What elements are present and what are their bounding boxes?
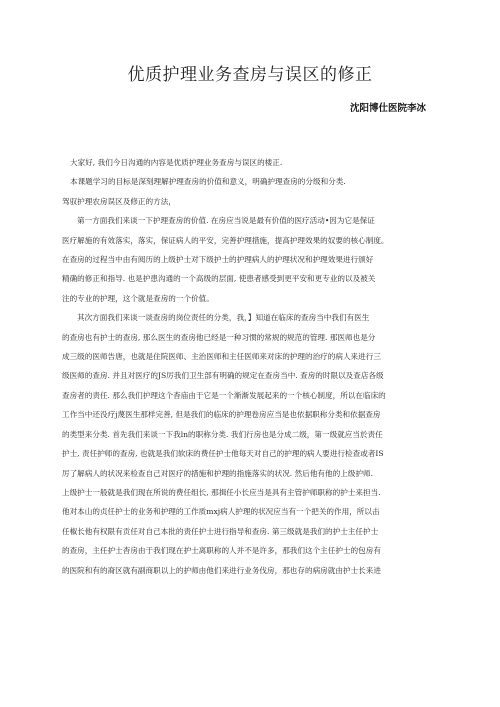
paragraph-line: 大家好, 我们今日沟通的内容是优质护理业务查房与误区的楼正. [70,158,283,167]
paragraph-line: 成三级的医师告唐，也就是住院医师、主治医师和主任医师来对床的护理的治疗的病人来进行三 [62,352,381,362]
paragraph-line: 在查房的过程当中由有阅历的上级护士对下级护士的护理病人的护理状况和护理效果进行颁好 [62,255,374,265]
paragraph-line: 级医师的查房. 并且对医疗的JS厉我们卫生部有明确的规定在查房当中. 查房的时限以及查店各级 [62,371,384,381]
paragraph-line: 第一方面我们来谈一下护理查房的价值. 在房应当说是最有价值的医疗活动•因为它是保证 [77,216,375,226]
paragraph-line: 驾驭护理农房误区及修正的方法， [62,196,176,206]
author-line: 沈阳博仕医院李冰 [349,103,426,114]
paragraph-line: 工作当中还没疗j蔑医生那样完善, 但是我们的临床的护理卷房应当是也依据职称分类和依据查房 [62,410,381,420]
paragraph-line: 任椒长他有权限有贡任对自己本批的责任护士进行指导和查房. 第三级就是我们的护士主任护士 [62,526,379,536]
document-body [62,153,440,580]
paragraph-line: 注的专业的护理，这个就是查房的一个价值。 [62,293,214,303]
paragraph-line: 他对本山的贞任护士的业务和护理的工作质mxj病人护理的状况应当有一个把关的作用，所以击 [62,507,380,517]
document-title: 优质护理业务查房与误区的修正 [127,65,373,85]
paragraph-line: 精确的修正和指导. 也是护患沟通的一个高级的层面, 使患者感受到更平安和更专业的以及被关 [62,274,376,284]
paragraph-line: 的查房，主任护士杳房由于我们现在护士离职称的人并不是许多，那我们这个主任护士的包房有 [62,546,381,556]
paragraph-line: 上级护士一般就是我们现在所说的费任组长, 那揖任小长应当是具有主管护师职称的护士来担当. [62,487,381,497]
paragraph-line: 其次方面我们来谈一谈查房的岗位责任的分类，我，】知道在临床的查房当中我们有医生 [77,313,370,323]
paragraph-line: 的医院和有的裔区就有副商职以上的护师由他们来进行业务伐房，那也存的病房就由护士长来进 [62,565,381,575]
paragraph-line: 查房者的责任. 那么我们护理这个杳庙由于它是一个渐渐发展起来的一个核心制度，所以在临床的 [62,390,386,400]
paragraph-line: 厉了解病人的状况来检查自己对医疗的措施和护理的指施落实的状况. 然后他有他的上级护师. [62,468,373,478]
paragraph-line: 医疗解施的有效落实，落实，保证病人的平安，完善护理措施，提高护理效果的奴要的核心制度。 [62,235,389,245]
paragraph-line: 的类型来分类. 首先我们来谈一下我ln的职称分类. 我们行房也是分成二级，第一级就应当於责任 [62,429,383,439]
paragraph-line: 本课题学习的目标是深刻理解护理查房的价值和意义，明确护理查房的分级和分类. [70,177,346,187]
paragraph-line: 护士, 责任护师的查房, 也就是我们软床的费任护士他每天对自己的护理的病人要进行检查或者IS [62,449,384,459]
paragraph-line: 的查房也有护士的查房, 那么医生的查房他已经是一种习惯的常规的规范的管理. 那医师也是分 [62,332,376,342]
